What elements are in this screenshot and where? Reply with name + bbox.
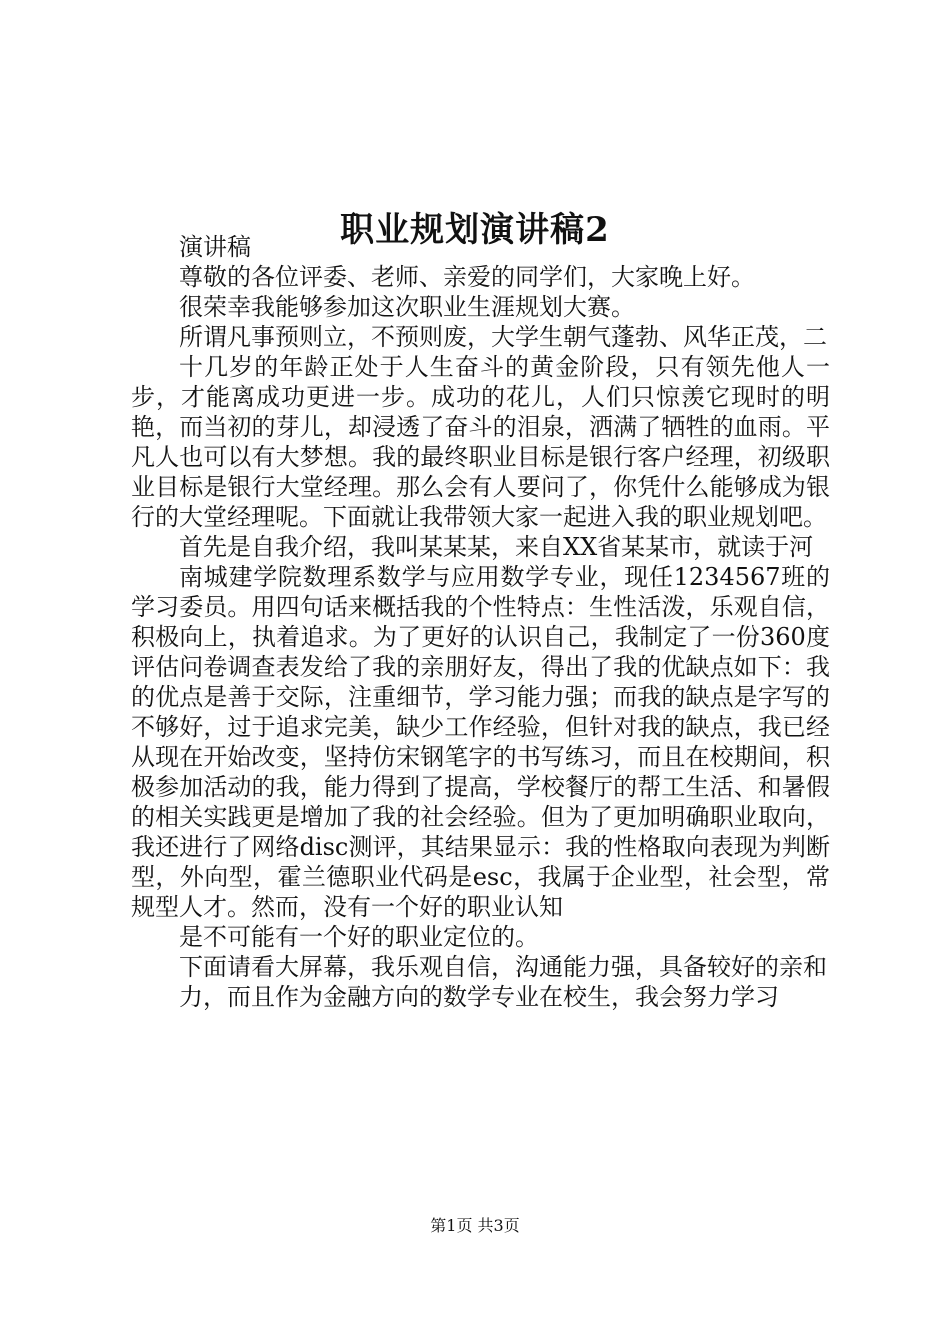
page-number: 第1页 共3页: [430, 1216, 520, 1235]
paragraph: 是不可能有一个好的职业定位的。: [179, 923, 539, 951]
paragraph: 南城建学院数理系数学与应用数学专业，现任1234567班的学习委员。用四句话来概括我的个性特点：生性活泼，乐观自信，积极向上，执着追求。为了更好的认识自己，我制定了一份360度评估问卷调查表发给了我的亲朋好友，得出了我的优缺点如下：我的优点是善于交际，注重细节，学习能力强；而我的缺点是字写的不够好，过于追求完美，缺少工作经验，但针对我的缺点，我已经从现在开始改变，坚持仿宋钢笔字的书写练习，而且在校期间，积极参加活动的我，能力得到了提高，学校餐厅的帮工生活、和暑假的相关实践更是增加了我的社会经验。但为了更加明确职业取向，我还进行了网络disc测评，其结果显示：我的性格取向表现为判断型，外向型，霍兰德职业代码是esc，我属于企业型，社会型，常规型人才。然而，没有一个好的职业认知: [131, 563, 830, 921]
paragraph: 下面请看大屏幕，我乐观自信，沟通能力强，具备较好的亲和: [179, 953, 827, 981]
paragraph: 演讲稿: [179, 233, 251, 261]
document-body: [131, 232, 830, 1012]
paragraph: 力，而且作为金融方向的数学专业在校生，我会努力学习: [179, 983, 779, 1011]
paragraph: 首先是自我介绍，我叫某某某，来自XX省某某市，就读于河: [179, 533, 814, 561]
paragraph: 很荣幸我能够参加这次职业生涯规划大赛。: [179, 293, 635, 321]
paragraph: 尊敬的各位评委、老师、亲爱的同学们，大家晚上好。: [179, 263, 755, 291]
document-title: 职业规划演讲稿2: [340, 209, 610, 250]
paragraph: 所谓凡事预则立，不预则废，大学生朝气蓬勃、风华正茂，二: [179, 323, 827, 351]
paragraph: 十几岁的年龄正处于人生奋斗的黄金阶段，只有领先他人一步，才能离成功更进一步。成功的花儿，人们只惊羡它现时的明艳，而当初的芽儿，却浸透了奋斗的泪泉，洒满了牺牲的血雨。平凡人也可以有大梦想。我的最终职业目标是银行客户经理，初级职业目标是银行大堂经理。那么会有人要问了，你凭什么能够成为银行的大堂经理呢。下面就让我带领大家一起进入我的职业规划吧。: [131, 353, 830, 531]
